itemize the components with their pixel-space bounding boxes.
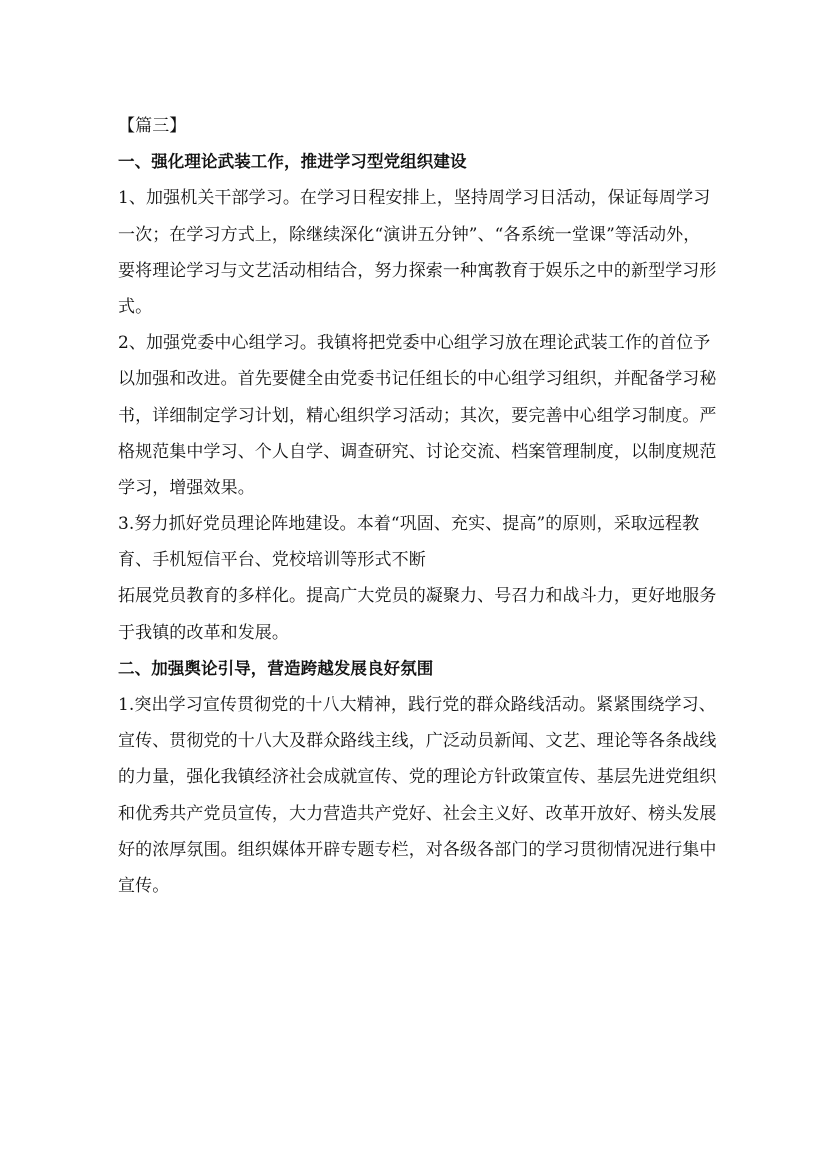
text-line: 好的浓厚氛围。组织媒体开辟专题专栏，对各级各部门的学习贯彻情况进行集中: [118, 839, 717, 860]
text-line: 育、手机短信平台、党校培训等形式不断: [118, 550, 426, 571]
text-line: 1.突出学习宣传贯彻党的十八大精神，践行党的群众路线活动。紧紧围绕学习、: [118, 695, 716, 715]
text-line: 2、加强党委中心组学习。我镇将把党委中心组学习放在理论武装工作的首位予: [118, 333, 711, 354]
text-line: 宣传。: [118, 875, 170, 896]
text-line: 拓展党员教育的多样化。提高广大党员的凝聚力、号召力和战斗力，更好地服务: [118, 586, 717, 607]
document-body: [118, 108, 718, 904]
text-line: 1、加强机关干部学习。在学习日程安排上，坚持周学习日活动，保证每周学习: [118, 188, 711, 209]
text-line: 格规范集中学习、个人自学、调查研究、讨论交流、档案管理制度，以制度规范: [118, 441, 717, 462]
text-line: 一次；在学习方式上，除继续深化“演讲五分钟”、“各系统一堂课”等活动外，: [118, 224, 701, 245]
text-line: 3.努力抓好党员理论阵地建设。本着“巩固、充实、提高”的原则，采取远程教: [118, 514, 700, 535]
section-heading: 二、加强舆论引导，营造跨越发展良好氛围: [118, 658, 434, 678]
text-line: 式。: [118, 296, 153, 317]
text-line: 学习，增强效果。: [118, 477, 255, 498]
text-line: 书，详细制定学习计划，精心组织学习活动；其次，要完善中心组学习制度。严: [118, 405, 717, 426]
text-line: 【篇三】: [118, 116, 187, 136]
section-heading: 一、强化理论武装工作，推进学习型党组织建设: [118, 152, 467, 172]
text-line: 和优秀共产党员宣传，大力营造共产党好、社会主义好、改革开放好、榜头发展: [118, 803, 717, 824]
text-line: 宣传、贯彻党的十八大及群众路线主线，广泛动员新闻、文艺、理论等各条战线: [118, 731, 717, 752]
text-line: 于我镇的改革和发展。: [118, 622, 289, 643]
text-line: 的力量，强化我镇经济社会成就宣传、党的理论方针政策宣传、基层先进党组织: [118, 767, 717, 788]
text-line: 要将理论学习与文艺活动相结合，努力探索一种寓教育于娱乐之中的新型学习形: [118, 260, 717, 281]
text-line: 以加强和改进。首先要健全由党委书记任组长的中心组学习组织，并配备学习秘: [118, 369, 717, 390]
